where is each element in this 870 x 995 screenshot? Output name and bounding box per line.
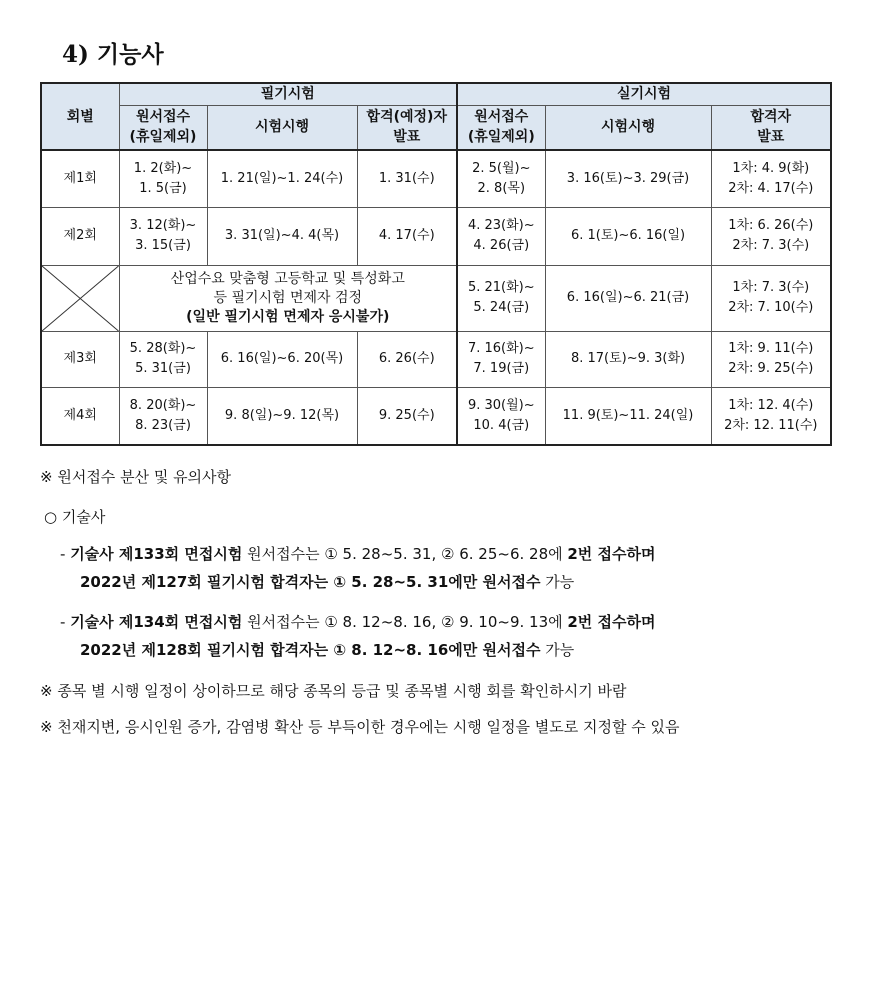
header-practical-pass: 합격자 발표 [711,105,831,150]
round-label: 제4회 [41,387,119,445]
practical-apply: 2. 5(월)~ 2. 8(목) [457,150,545,207]
round-label: 제1회 [41,150,119,207]
header-practical-apply: 원서접수 (휴일제외) [457,105,545,150]
practical-apply: 4. 23(화)~ 4. 26(금) [457,207,545,265]
practical-exam: 11. 9(토)~11. 24(일) [545,387,711,445]
crossed-cell [41,265,119,331]
written-exam: 9. 8(일)~9. 12(목) [207,387,357,445]
notes-subheading: ○ 기술사 [44,508,106,526]
practical-apply: 9. 30(월)~ 10. 4(금) [457,387,545,445]
exam-schedule-table [40,82,832,446]
practical-apply: 5. 21(화)~ 5. 24(금) [457,265,545,331]
written-apply: 5. 28(화)~ 5. 31(금) [119,331,207,387]
practical-apply: 7. 16(화)~ 7. 19(금) [457,331,545,387]
practical-exam: 8. 17(토)~9. 3(화) [545,331,711,387]
table-row [41,207,831,265]
written-apply: 3. 12(화)~ 3. 15(금) [119,207,207,265]
practical-pass: 1차: 6. 26(수) 2차: 7. 3(수) [711,207,831,265]
notice-item-1: - 기술사 제133회 면접시험 원서접수는 ① 5. 28~5. 31, ② 6. 25~6. 28에 2번 접수하며 2022년 제127회 필기시험 합격자는 ① 5. 28~5. 31에만 원서접수 가능 [60,545,656,591]
table-row [41,387,831,445]
written-pass: 4. 17(수) [357,207,457,265]
header-practical-exam: 시험시행 [545,105,711,150]
header-round: 회별 [41,83,119,150]
written-apply: 8. 20(화)~ 8. 23(금) [119,387,207,445]
header-written: 필기시험 [119,83,457,105]
practical-pass: 1차: 9. 11(수) 2차: 9. 25(수) [711,331,831,387]
notes-heading: ※ 원서접수 분산 및 유의사항 [40,468,232,486]
notice-item-2: - 기술사 제134회 면접시험 원서접수는 ① 8. 12~8. 16, ② 9. 10~9. 13에 2번 접수하며 2022년 제128회 필기시험 합격자는 ① 8. 12~8. 16에만 원서접수 가능 [60,613,656,659]
header-written-exam: 시험시행 [207,105,357,150]
written-pass: 1. 31(수) [357,150,457,207]
header-written-apply: 원서접수 (휴일제외) [119,105,207,150]
practical-exam: 6. 1(토)~6. 16(일) [545,207,711,265]
round-label: 제3회 [41,331,119,387]
table-row [41,331,831,387]
special-exam-description: 산업수요 맞춤형 고등학교 및 특성화고 등 필기시험 면제자 검정 (일반 필기시험 면제자 응시불가) [119,265,457,331]
written-exam: 1. 21(일)~1. 24(수) [207,150,357,207]
practical-exam: 6. 16(일)~6. 21(금) [545,265,711,331]
section-title: 4) 기능사 [62,41,164,68]
written-apply: 1. 2(화)~ 1. 5(금) [119,150,207,207]
practical-pass: 1차: 7. 3(수) 2차: 7. 10(수) [711,265,831,331]
table-row [41,150,831,207]
header-practical: 실기시험 [457,83,831,105]
written-pass: 6. 26(수) [357,331,457,387]
note-force-majeure: ※ 천재지변, 응시인원 증가, 감염병 확산 등 부득이한 경우에는 시행 일정을 별도로 지정할 수 있음 [40,718,680,736]
round-label: 제2회 [41,207,119,265]
note-schedule-differs: ※ 종목 별 시행 일정이 상이하므로 해당 종목의 등급 및 종목별 시행 회를 확인하시기 바람 [40,682,627,700]
header-written-pass: 합격(예정)자 발표 [357,105,457,150]
practical-pass: 1차: 12. 4(수) 2차: 12. 11(수) [711,387,831,445]
written-exam: 6. 16(일)~6. 20(목) [207,331,357,387]
cross-mark-icon [42,266,119,331]
practical-pass: 1차: 4. 9(화) 2차: 4. 17(수) [711,150,831,207]
written-exam: 3. 31(일)~4. 4(목) [207,207,357,265]
table-row-special [41,265,831,331]
written-pass: 9. 25(수) [357,387,457,445]
practical-exam: 3. 16(토)~3. 29(금) [545,150,711,207]
